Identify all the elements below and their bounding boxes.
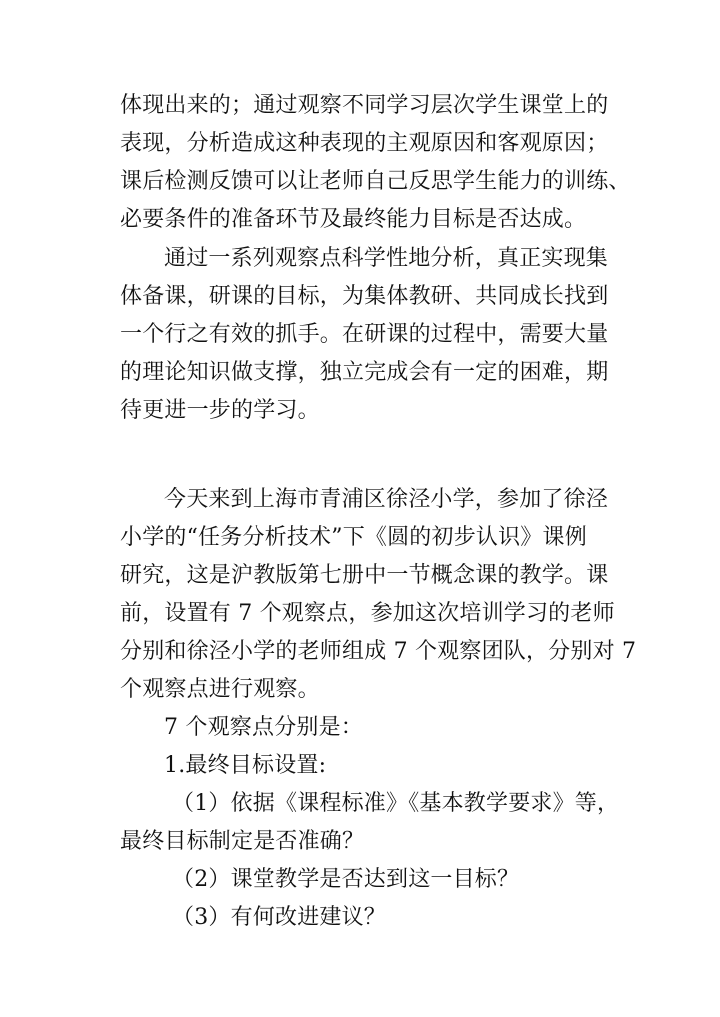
paragraph-line: 前，设置有 7 个观察点，参加这次培训学习的老师 (120, 601, 615, 626)
paragraph-line: 课后检测反馈可以让老师自己反思学生能力的训练、 (120, 169, 631, 194)
paragraph-line: 个观察点进行观察。 (120, 677, 320, 702)
paragraph-line: 通过一系列观察点科学性地分析，真正实现集 (164, 246, 609, 271)
paragraph-line: 1.最终目标设置: (164, 753, 327, 778)
paragraph-line: 最终目标制定是否准确？ (120, 829, 365, 854)
paragraph-line: 体备课，研课的目标，为集体教研、共同成长找到 (120, 284, 609, 309)
paragraph-line: （3）有何改进建议？ (172, 905, 386, 930)
paragraph-line: 的理论知识做支撑，独立完成会有一定的困难，期 (120, 360, 609, 385)
paragraph-line: 分别和徐泾小学的老师组成 7 个观察团队，分别对 7 (120, 639, 637, 664)
paragraph-line: （2）课堂教学是否达到这一目标？ (172, 867, 520, 892)
paragraph-line: 7 个观察点分别是： (164, 715, 363, 740)
paragraph-line: 研究，这是沪教版第七册中一节概念课的教学。课 (120, 563, 609, 588)
paragraph-line: 一个行之有效的抓手。在研课的过程中，需要大量 (120, 322, 609, 347)
paragraph-line: （1）依据《课程标准》《基本教学要求》等， (172, 791, 620, 816)
paragraph-line: 必要条件的准备环节及最终能力目标是否达成。 (120, 207, 587, 232)
paragraph-line: 体现出来的；通过观察不同学习层次学生课堂上的 (120, 93, 609, 118)
paragraph-line: 表现，分析造成这种表现的主观原因和客观原因； (120, 131, 609, 156)
paragraph-line: 小学的“任务分析技术”下《圆的初步认识》课例 (120, 525, 587, 550)
paragraph-line: 待更进一步的学习。 (120, 398, 320, 423)
paragraph-line: 今天来到上海市青浦区徐泾小学，参加了徐泾 (164, 487, 609, 512)
